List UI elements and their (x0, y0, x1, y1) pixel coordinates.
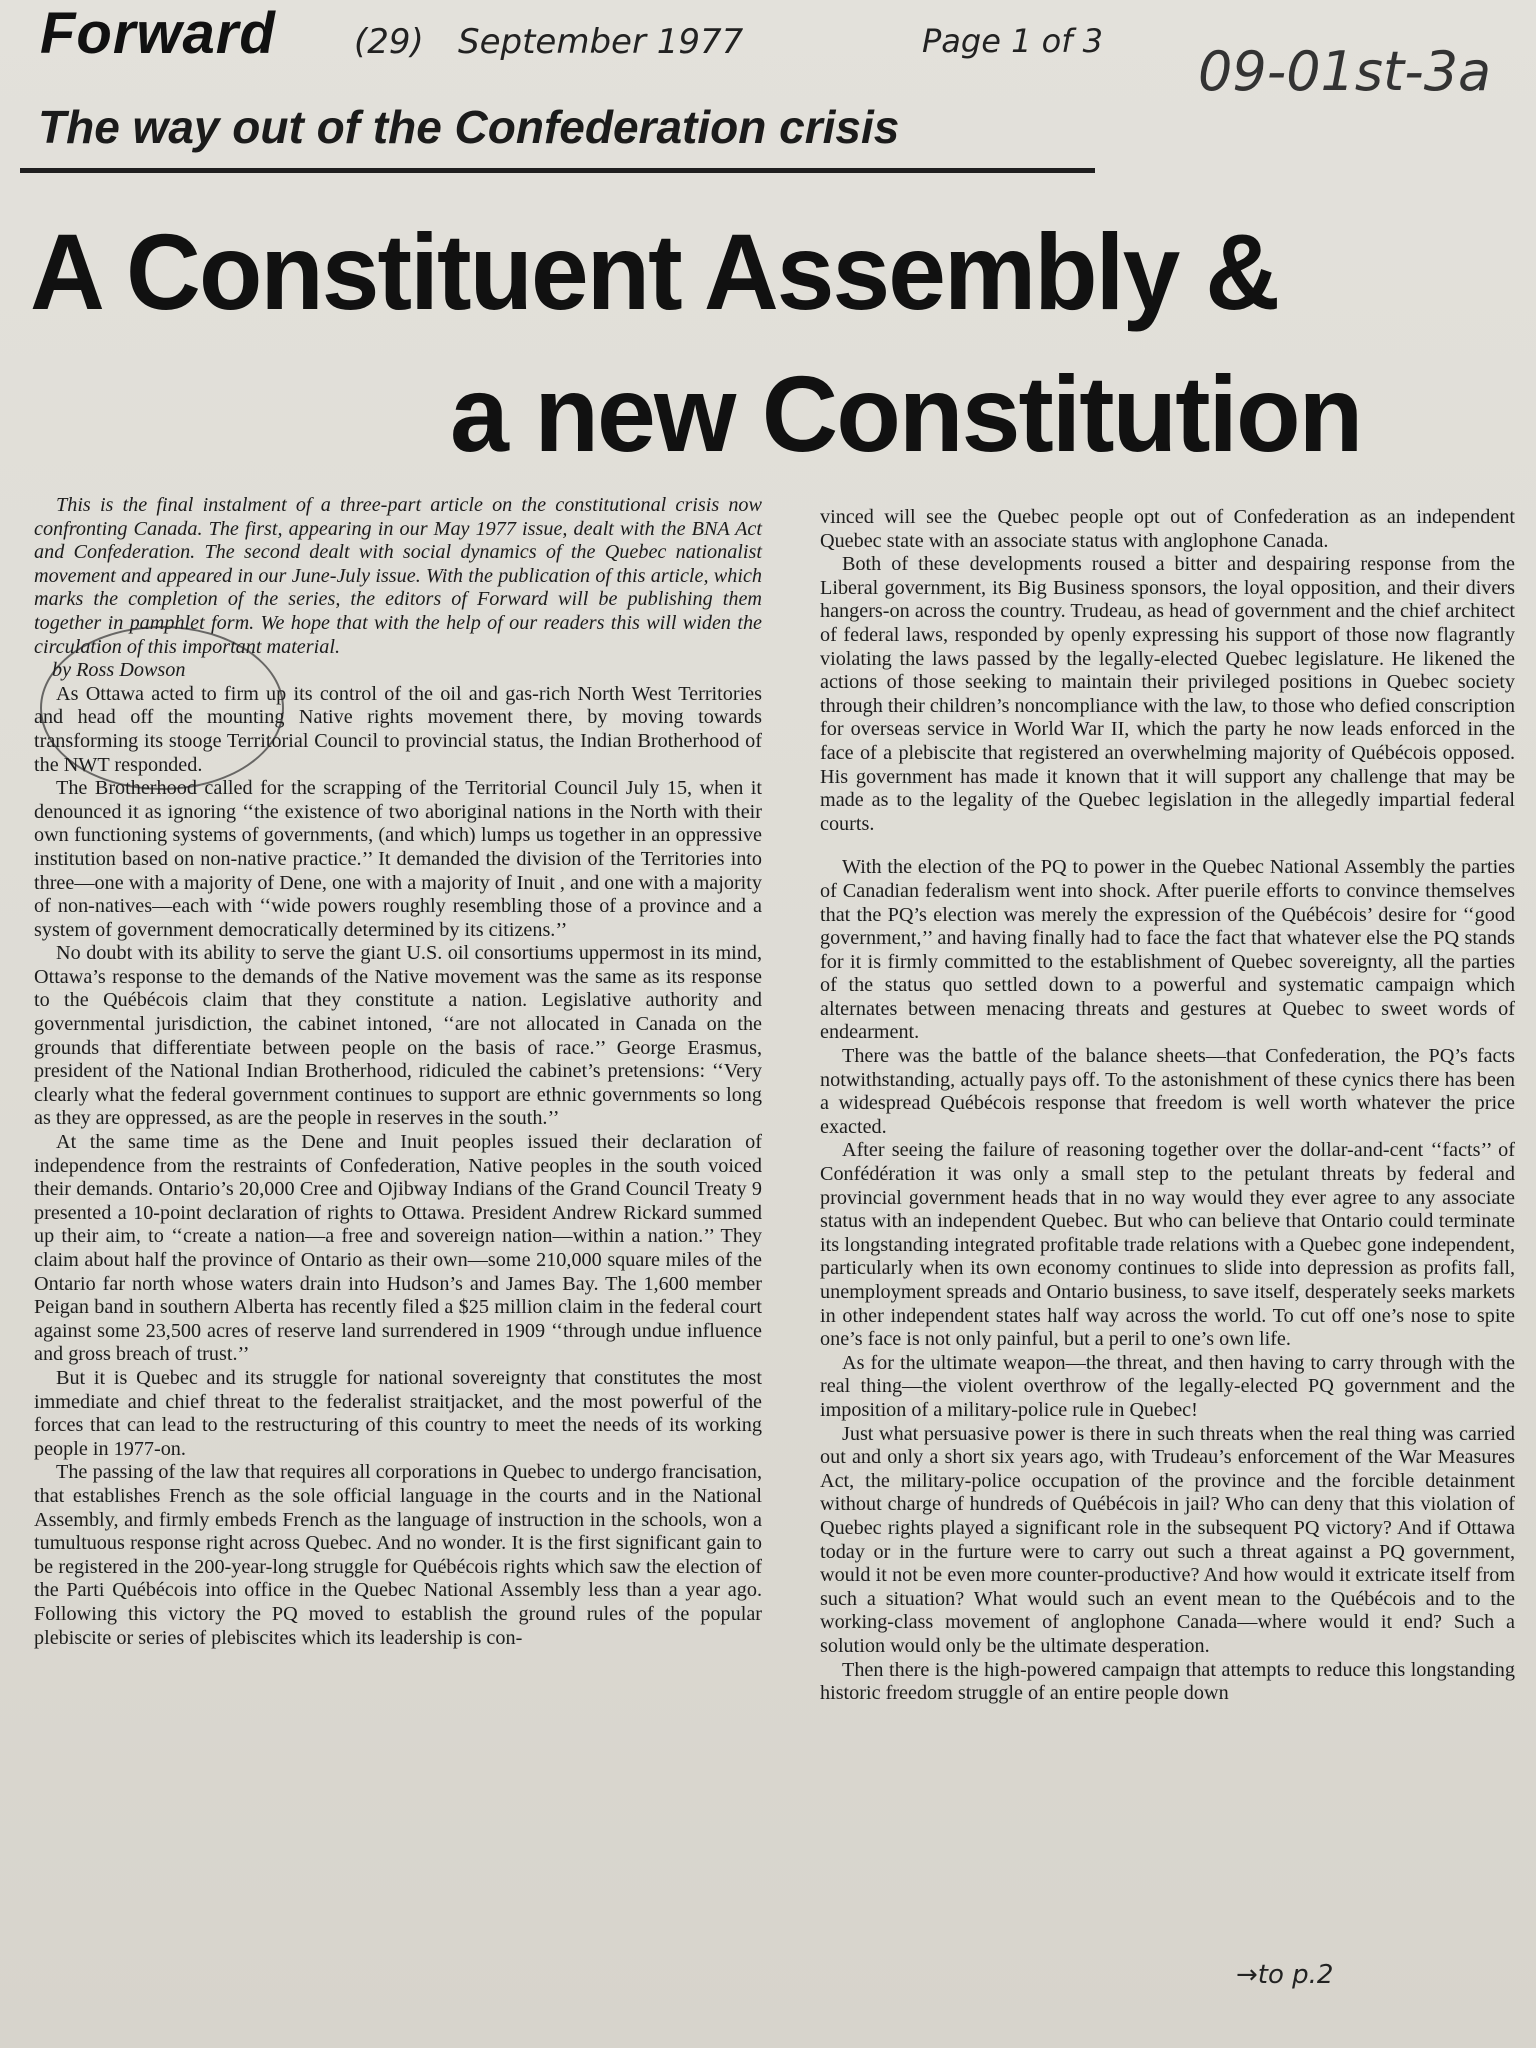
article-paragraph: Just what persuasive power is there in such threats when the real thing was carried out and only a short six years ago, with Trudeau’s enforcement of the War Measures Act, the military-police occupation of the province and the forcible detainment without charge of hundreds of Québécois in jail? Who can deny that this violation of Quebec rights played a significant role in the subsequent PQ victory? And if Ottawa today or in the furture were to carry out such a threat against a PQ government, would it not be even more counter-productive? And how would it extricate itself from such a situation? What would such an event mean to the Québécois and to the working-class movement of anglophone Canada—where would it end? Such a solution would only be the ultimate desperation. (820, 1422, 1515, 1657)
kicker-rule (20, 168, 1095, 173)
handwritten-date-note: September 1977 (458, 22, 744, 62)
handwritten-continuation-note: →to p.2 (1236, 1960, 1334, 1990)
article-paragraph: The Brotherhood called for the scrapping of the Territorial Council July 15, when it denounced it as ignoring ‘‘the existence of two aboriginal nations in the North with their own functioning systems of governments, (and which) lumps us together in an oppressive institution based on non-native practice.’’ It demanded the division of the Territories into three—one with a majority of Dene, one with a majority of Inuit , and one with a majority of non-natives—each with ‘‘wide powers roughly resembling those of a province and a system of government democratically determined by its citizens.’’ (34, 777, 762, 941)
right-column (820, 506, 1515, 1706)
handwritten-page-note: Page 1 of 3 (922, 22, 1103, 60)
article-paragraph: At the same time as the Dene and Inuit peoples issued their declaration of independence from the restraints of Confederation, Native peoples in the south voiced their demands. Ontario’s 20,000 Cree and Ojibway Indians of the Grand Council Treaty 9 presented a 10-point declaration of rights to Ottawa. President Andrew Rickard summed up their aim, to ‘‘create a nation—a free and sovereign nation—within a nation.’’ They claim about half the province of Ontario as their own—some 210,000 square miles of the Ontario far north whose waters drain into Hudson’s and James Bay. The 1,600 member Peigan band in southern Alberta has recently filed a $25 million claim in the federal court against some 23,500 acres of reserve land surrendered in 1909 ‘‘through undue influence and gross breach of trust.’’ (34, 1131, 762, 1366)
article-paragraph: With the election of the PQ to power in the Quebec National Assembly the parties of Canadian federalism went into shock. After puerile efforts to convince themselves that the PQ’s election was merely the expression of the Québécois’ desire for ‘‘good government,’’ and having finally had to face the fact that whatever else the PQ stands for it is firmly committed to the establishment of Quebec sovereignty, all the parties of the status quo settled down to a powerful and systematic campaign which alternates between menacing threats and gestures at Quebec to sweet words of endearment. (820, 856, 1515, 1044)
handwritten-file-code: 09-01st-3a (1198, 40, 1492, 103)
byline: by Ross Dowson (52, 659, 186, 682)
left-column (34, 494, 762, 1650)
article-paragraph: As for the ultimate weapon—the threat, and then having to carry through with the real thing—the violent overthrow of the legally-elected PQ government and the imposition of a military-police rule in Quebec! (820, 1351, 1515, 1421)
article-paragraph: But it is Quebec and its struggle for national sovereignty that constitutes the most immediate and chief threat to the federalist straitjacket, and the most powerful of the forces that can lead to the restructuring of this country to meet the needs of its working people in 1977-on. (34, 1366, 762, 1460)
kicker-headline: The way out of the Confederation crisis (38, 101, 900, 153)
article-paragraph: Then there is the high-powered campaign that attempts to reduce this longstanding historic freedom struggle of an entire people down (820, 1658, 1515, 1705)
headline-line-2: a new Constitution (450, 353, 1362, 474)
handwritten-issue-note: (29) (354, 22, 424, 62)
article-paragraph: vinced will see the Quebec people opt out of Confederation as an independent Quebec state with an associate status with anglophone Canada. (820, 506, 1515, 552)
article-paragraph: There was the battle of the balance sheets—that Confederation, the PQ’s facts notwithstanding, actually pays off. To the astonishment of these cynics there has been a widespread Québécois response that freedom is well worth whatever the price exacted. (820, 1045, 1515, 1138)
article-paragraph: After seeing the failure of reasoning together over the dollar-and-cent ‘‘facts’’ of Confédération it was only a small step to the petulant threats by federal and provincial government heads that in no way would they ever agree to any associate status with an independent Quebec. But who can believe that Ontario could terminate its longstanding integrated profitable trade relations with a Quebec gone independent, particularly when its own economy continues to slide into depression as profits fall, unemployment spreads and Ontario business, to save itself, desperately seeks markets in other independent states half way across the world. To cut off one’s nose to spite one’s face is not only painful, but a peril to one’s own life. (820, 1139, 1515, 1351)
masthead: Forward (40, 1, 276, 66)
headline-line-1: A Constituent Assembly & (30, 211, 1279, 332)
article-paragraph: The passing of the law that requires all corporations in Quebec to undergo francisation, that establishes French as the sole official language in the courts and in the National Assembly, and firmly embeds French as the language of instruction in the schools, won a tumultuous response right across Quebec. And no wonder. It is the first significant gain to be registered in the 200-year-long struggle for Québécois rights which saw the election of the Parti Québécois into office in the Quebec National Assembly less than a year ago. Following this victory the PQ moved to establish the ground rules of the popular plebiscite or series of plebiscites which its leadership is con- (34, 1461, 762, 1649)
article-paragraph: Both of these developments roused a bitter and despairing response from the Liberal government, its Big Business sponsors, the loyal opposition, and their divers hangers-on across the country. Trudeau, as head of government and the chief architect of federal laws, responded by openly expressing his support of those now flagrantly violating the laws passed by the legally-elected Quebec legislature. He likened the actions of those seeking to maintain their privileged positions in Quebec society through their children’s noncompliance with the law, to those who defied conscription for overseas service in World War II, which the party he now leads enforced in the face of a plebiscite that registered an overwhelming majority of Québécois opposed. His government has made it known that it will support any challenge that may be made as to the legality of the Quebec legislation in the allegedly impartial federal courts. (820, 553, 1515, 835)
intro-paragraph: This is the final instalment of a three-part article on the constitutional crisis now confronting Canada. The first, appearing in our May 1977 issue, dealt with the BNA Act and Confederation. The second dealt with social dynamics of the Quebec nationalist movement and appeared in our June-July issue. With the publication of this article, which marks the completion of the series, the editors of Forward will be publishing them together in pamphlet form. We hope that with the help of our readers this will widen the circulation of this important material. (34, 494, 762, 658)
article-paragraph: No doubt with its ability to serve the giant U.S. oil consortiums uppermost in its mind, Ottawa’s response to the demands of the Native movement was the same as its response to the Québécois claim that they constitute a nation. Legislative authority and governmental jurisdiction, the cabinet intoned, ‘‘are not allocated in Canada on the grounds that differentiate between people on the basis of race.’’ George Erasmus, president of the National Indian Brotherhood, ridiculed the cabinet’s pretensions: ‘‘Very clearly what the federal government continues to support are ethnic governments so long as they are oppressed, as are the people in reserves in the south.’’ (34, 942, 762, 1130)
article-paragraph: As Ottawa acted to firm up its control of the oil and gas-rich North West Territories and head off the mounting Native rights movement there, by moving towards transforming its stooge Territorial Council to provincial status, the Indian Brotherhood of the NWT responded. (34, 682, 762, 776)
